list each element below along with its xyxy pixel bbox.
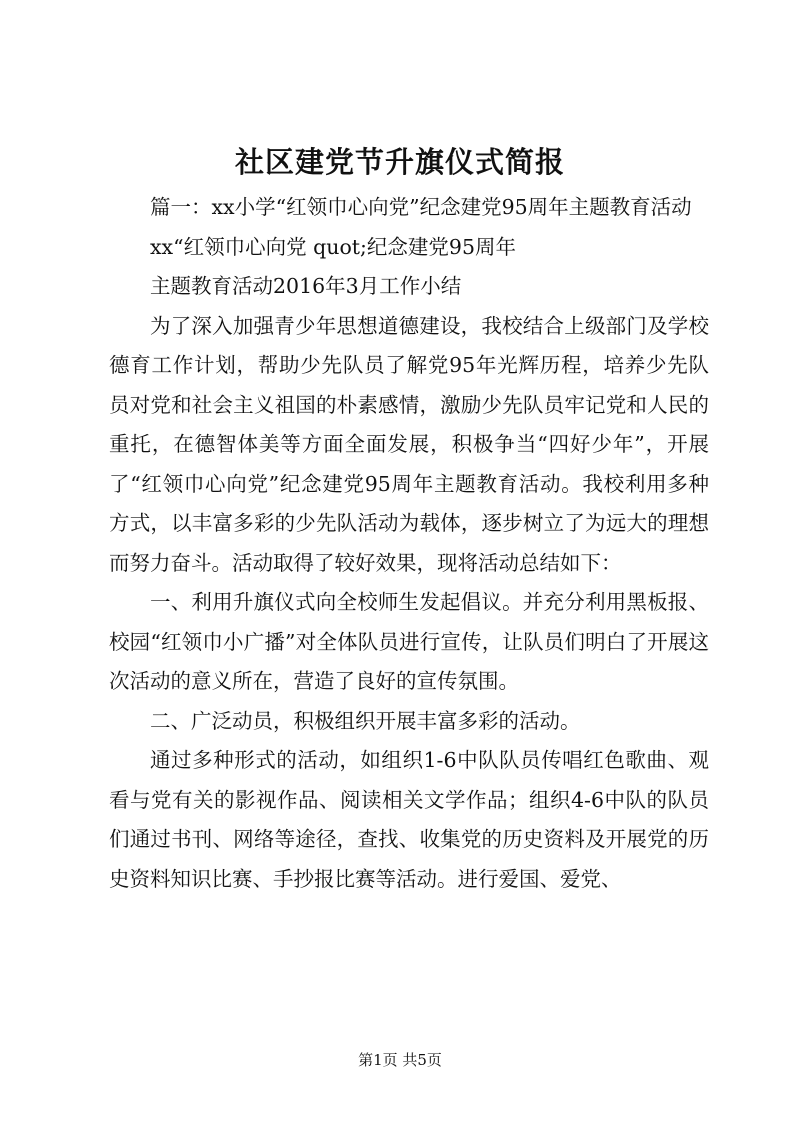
- paragraph: xx“红领巾心向党 quot;纪念建党95周年: [150, 234, 517, 259]
- document-body: [109, 188, 709, 899]
- paragraph: 二、广泛动员，积极组织开展丰富多彩的活动。: [150, 708, 581, 733]
- paragraph: 篇一：xx小学“红领巾心向党”纪念建党95周年主题教育活动: [150, 195, 692, 219]
- paragraph: 通过多种形式的活动，如组织1-6中队队员传唱红色歌曲、观看与党有关的影视作品、阅读相关文学作品；组织4-6中队的队员们通过书刊、网络等途径，查找、收集党的历史资料及开展党的历史资料知识比赛、手抄报比赛等活动。进行爱国、爱党、: [109, 748, 709, 891]
- paragraph: 主题教育活动2016年3月工作小结: [150, 274, 462, 298]
- paragraph: 为了深入加强青少年思想道德建设，我校结合上级部门及学校德育工作计划，帮助少先队员了解党95年光辉历程，培养少先队员对党和社会主义祖国的朴素感情，激励少先队员牢记党和人民的重托，在德智体美等方面全面发展，积极争当“四好少年”，开展了“红领巾心向党”纪念建党95周年主题教育活动。我校利用多种方式，以丰富多彩的少先队活动为载体，逐步树立了为远大的理想而努力奋斗。活动取得了较好效果，现将活动总结如下：: [109, 313, 709, 575]
- document-title: 社区建党节升旗仪式简报: [234, 145, 565, 179]
- page-footer: 第1页 共5页: [358, 1051, 442, 1069]
- paragraph: 一、利用升旗仪式向全校师生发起倡议。并充分利用黑板报、校园“红领巾小广播”对全体队员进行宣传，让队员们明白了开展这次活动的意义所在，营造了良好的宣传氛围。: [109, 590, 709, 693]
